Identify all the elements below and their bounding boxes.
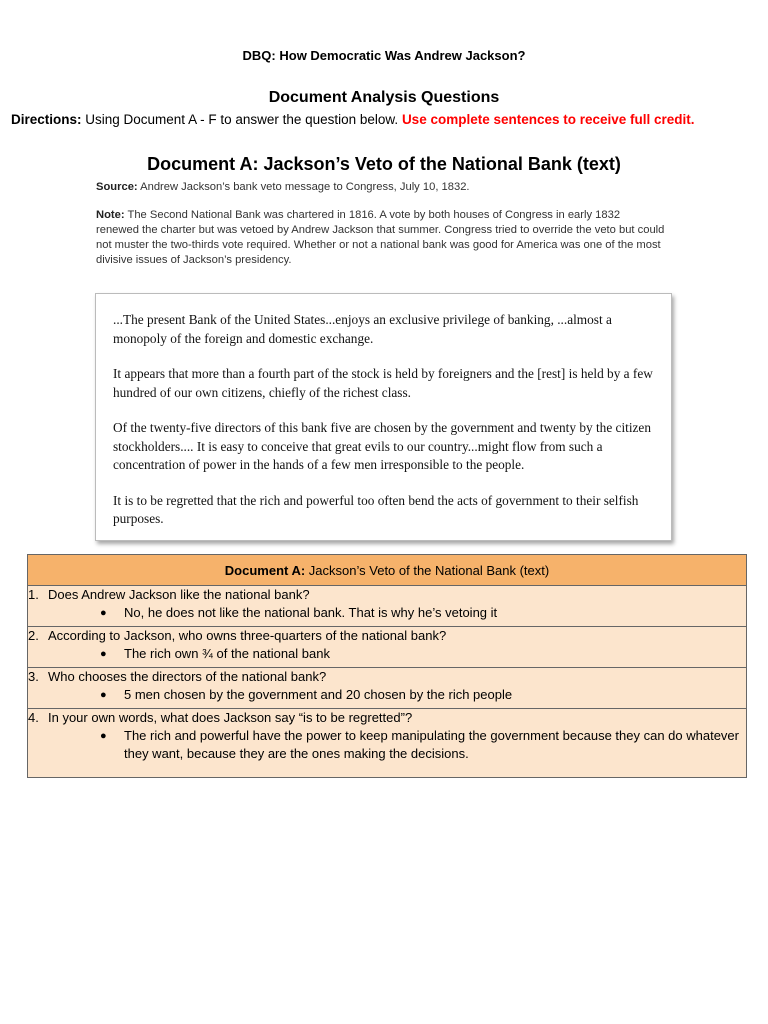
question-number: 2. — [28, 628, 39, 643]
questions-table — [27, 554, 747, 778]
bullet-icon: ● — [100, 689, 107, 701]
section-title: Document Analysis Questions — [268, 89, 500, 106]
directions-emphasis: Use complete sentences to receive full credit. — [401, 112, 695, 127]
answer-text: The rich and powerful have the power to keep manipulating the government because they can do whatever they want, because they are the ones making the decisions. — [124, 728, 739, 761]
document-heading: Document A: Jackson’s Veto of the National Bank (text) — [147, 154, 621, 174]
quote-paragraph: It appears that more than a fourth part of the stock is held by foreigners and the [rest] is held by a few hundred of our own citizens, chiefly of the richest class. — [113, 366, 653, 400]
answer-text: No, he does not like the national bank. That is why he’s vetoing it — [124, 605, 498, 620]
table-header-label: Document A: — [224, 562, 306, 578]
source-text: Andrew Jackson’s bank veto message to Congress, July 10, 1832. — [137, 181, 470, 193]
quote-paragraph: ...The present Bank of the United States...enjoys an exclusive privilege of banking, ...almost a monopoly of the foreign and domestic exchange. — [113, 312, 612, 346]
questions-table-header — [28, 555, 747, 586]
source-line — [96, 180, 666, 195]
source-label: Source: — [96, 181, 138, 193]
directions — [11, 112, 761, 127]
bullet-icon: ● — [100, 607, 107, 619]
answer-item — [28, 686, 746, 704]
worksheet-title: DBQ: How Democratic Was Andrew Jackson? — [242, 48, 526, 63]
note-paragraph — [96, 208, 666, 268]
question-number: 4. — [28, 710, 39, 725]
question-number: 1. — [28, 587, 39, 602]
bullet-icon: ● — [100, 648, 107, 660]
question-text: Does Andrew Jackson like the national bank? — [48, 587, 310, 602]
quote-box — [95, 293, 672, 541]
question-number: 3. — [28, 669, 39, 684]
table-row — [28, 627, 747, 668]
note-label: Note: — [96, 209, 125, 221]
question-item — [28, 586, 746, 604]
table-row — [28, 668, 747, 709]
table-row — [28, 709, 747, 778]
table-header-text: Jackson’s Veto of the National Bank (text) — [305, 562, 550, 578]
directions-label: Directions: — [11, 112, 82, 127]
table-row — [28, 586, 747, 627]
bullet-icon: ● — [100, 730, 107, 742]
quote-paragraph: It is to be regretted that the rich and powerful too often bend the acts of government to their selfish purposes. — [113, 492, 639, 526]
answer-item — [28, 604, 746, 622]
question-text: According to Jackson, who owns three-quarters of the national bank? — [48, 628, 447, 643]
question-text: Who chooses the directors of the national bank? — [48, 669, 327, 684]
question-item — [28, 668, 746, 686]
answer-text: 5 men chosen by the government and 20 chosen by the rich people — [124, 687, 513, 702]
question-text: In your own words, what does Jackson say “is to be regretted”? — [48, 710, 413, 725]
note-text: The Second National Bank was chartered in 1816. A vote by both houses of Congress in early 1832 renewed the charter but was vetoed by Andrew Jackson that summer. Congress tried to override the veto but could not muster the two-thirds vote required. Whether or not a national bank was good for America was one of the most divisive issues of Jackson’s presidency. — [96, 209, 665, 266]
answer-item — [28, 645, 746, 663]
quote-paragraph: Of the twenty-five directors of this bank five are chosen by the government and twenty by the citizen stockholders.... It is easy to conceive that great evils to our country...might flow from such a concentration of power in the hands of a few men irresponsible to the people. — [113, 420, 651, 472]
directions-text: Using Document A - F to answer the question below. — [81, 112, 402, 127]
question-item — [28, 627, 746, 645]
answer-text: The rich own ¾ of the national bank — [124, 646, 330, 661]
question-item — [28, 709, 746, 727]
answer-item — [28, 727, 746, 763]
